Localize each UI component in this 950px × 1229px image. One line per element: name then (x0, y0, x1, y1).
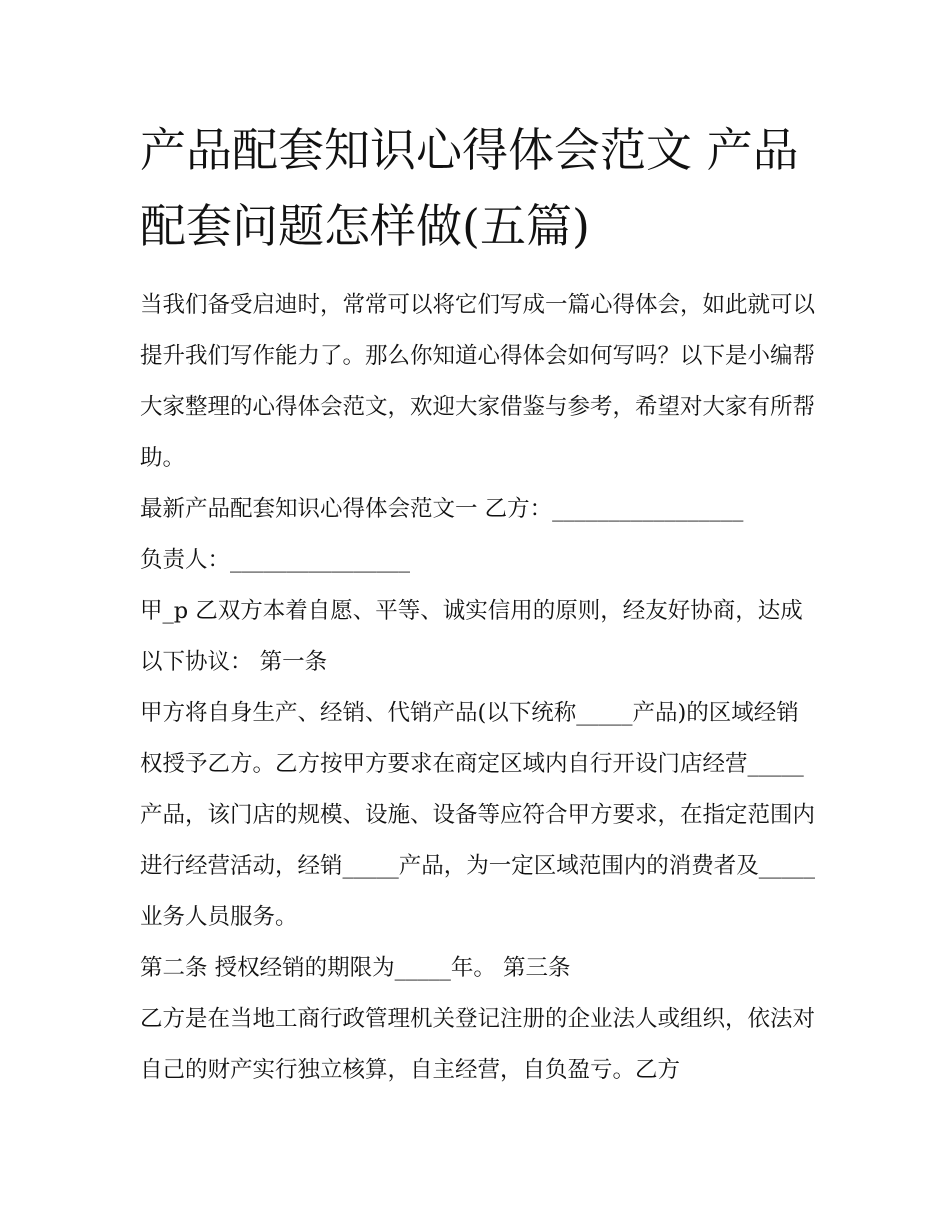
paragraph-agreement-preamble: 甲_p 乙双方本着自愿、平等、诚实信用的原则，经友好协商，达成以下协议： 第一条 (140, 598, 803, 675)
paragraph-party-b: 最新产品配套知识心得体会范文一 乙方：_________________ (140, 496, 744, 522)
document-page (140, 112, 816, 1096)
paragraph-article-3: 乙方是在当地工商行政管理机关登记注册的企业法人或组织，依法对自己的财产实行独立核算，自主经营，自负盈亏。乙方 (140, 1006, 816, 1083)
paragraph-intro: 当我们备受启迪时，常常可以将它们写成一篇心得体会，如此就可以提升我们写作能力了。那么你知道心得体会如何写吗？以下是小编帮大家整理的心得体会范文，欢迎大家借鉴与参考，希望对大家有所帮助。 (140, 292, 816, 471)
document-title: 产品配套知识心得体会范文 产品配套问题怎样做(五篇) (140, 123, 799, 253)
paragraph-article-2: 第二条 授权经销的期限为_____年。 第三条 (140, 955, 571, 981)
document-body (140, 280, 816, 1096)
paragraph-article-1: 甲方将自身生产、经销、代销产品(以下统称_____产品)的区域经销权授予乙方。乙方按甲方要求在商定区域内自行开设门店经营_____产品，该门店的规模、设施、设备等应符合甲方要求，在指定范围内进行经营活动，经销_____产品，为一定区域范围内的消费者及_____业务人员服务。 (140, 700, 816, 930)
paragraph-responsible-person: 负责人：________________ (140, 547, 411, 573)
